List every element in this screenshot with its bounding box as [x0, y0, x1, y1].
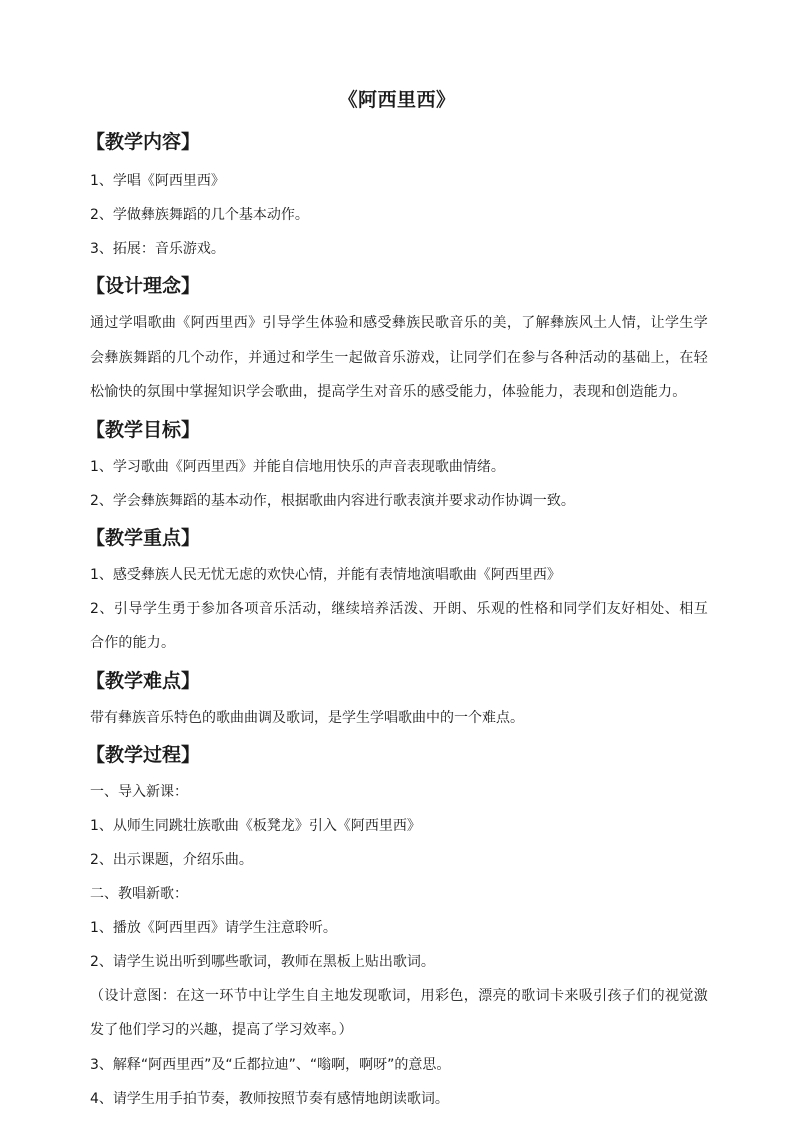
section-heading: 【教学内容】 [86, 131, 201, 153]
paragraph: 通过学唱歌曲《阿西里西》引导学生体验和感受彝族民歌音乐的美，了解彝族风土人情，让学生学会彝族舞蹈的几个动作，并通过和学生一起做音乐游戏，让同学们在参与各种活动的基础上，在轻松愉快的氛围中掌握知识学会歌曲，提高学生对音乐的感受能力，体验能力，表现和创造能力。 [90, 315, 708, 400]
section-heading: 【教学重点】 [86, 526, 201, 549]
list-item: 1、感受彝族人民无忧无虑的欢快心情，并能有表情地演唱歌曲《阿西里西》 [90, 566, 561, 583]
section-teaching-process [86, 737, 708, 1116]
section-heading: 【教学目标】 [86, 418, 201, 441]
list-item: 2、学会彝族舞蹈的基本动作，根据歌曲内容进行歌表演并要求动作协调一致。 [90, 492, 575, 509]
list-item: 1、播放《阿西里西》请学生注意聆听。 [90, 919, 337, 936]
section-teaching-difficulty [86, 663, 708, 735]
list-item: 3、拓展：音乐游戏。 [90, 241, 225, 257]
section-design-concept [86, 268, 708, 410]
list-item: 1、从师生同跳壮族歌曲《板凳龙》引入《阿西里西》 [90, 817, 421, 834]
section-teaching-focus [86, 520, 708, 661]
section-teaching-goals [86, 412, 708, 518]
list-item: 2、出示课题，介绍乐曲。 [90, 851, 253, 868]
document-body [86, 124, 708, 1116]
section-heading: 【教学难点】 [86, 669, 201, 692]
design-note: （设计意图：在这一环节中让学生自主地发现歌词，用彩色，漂亮的歌词卡来吸引孩子们的视觉激发了他们学习的兴趣，提高了学习效率。） [90, 987, 708, 1038]
list-item: 4、请学生用手拍节奏，教师按照节奏有感情地朗读歌词。 [90, 1090, 449, 1107]
paragraph: 带有彝族音乐特色的歌曲曲调及歌词，是学生学唱歌曲中的一个难点。 [90, 709, 524, 726]
list-item: 3、解释“阿西里西”及“丘都拉迪”、“嗡啊，啊呀”的意思。 [90, 1056, 451, 1073]
list-item: 二、教唱新歌： [90, 885, 188, 902]
list-item: 一、导入新课： [90, 783, 188, 800]
list-item: 1、学唱《阿西里西》 [90, 173, 225, 189]
section-heading: 【设计理念】 [86, 275, 201, 297]
section-heading: 【教学过程】 [86, 743, 201, 766]
section-teaching-content [86, 124, 708, 266]
list-item: 2、学做彝族舞蹈的几个基本动作。 [90, 207, 309, 223]
list-item: 2、请学生说出听到哪些歌词，教师在黑板上贴出歌词。 [90, 953, 435, 970]
document-title: 《阿西里西》 [338, 89, 456, 111]
list-item: 1、学习歌曲《阿西里西》并能自信地用快乐的声音表现歌曲情绪。 [90, 458, 505, 475]
list-item: 2、引导学生勇于参加各项音乐活动，继续培养活泼、开朗、乐观的性格和同学们友好相处、相互合作的能力。 [90, 600, 708, 651]
